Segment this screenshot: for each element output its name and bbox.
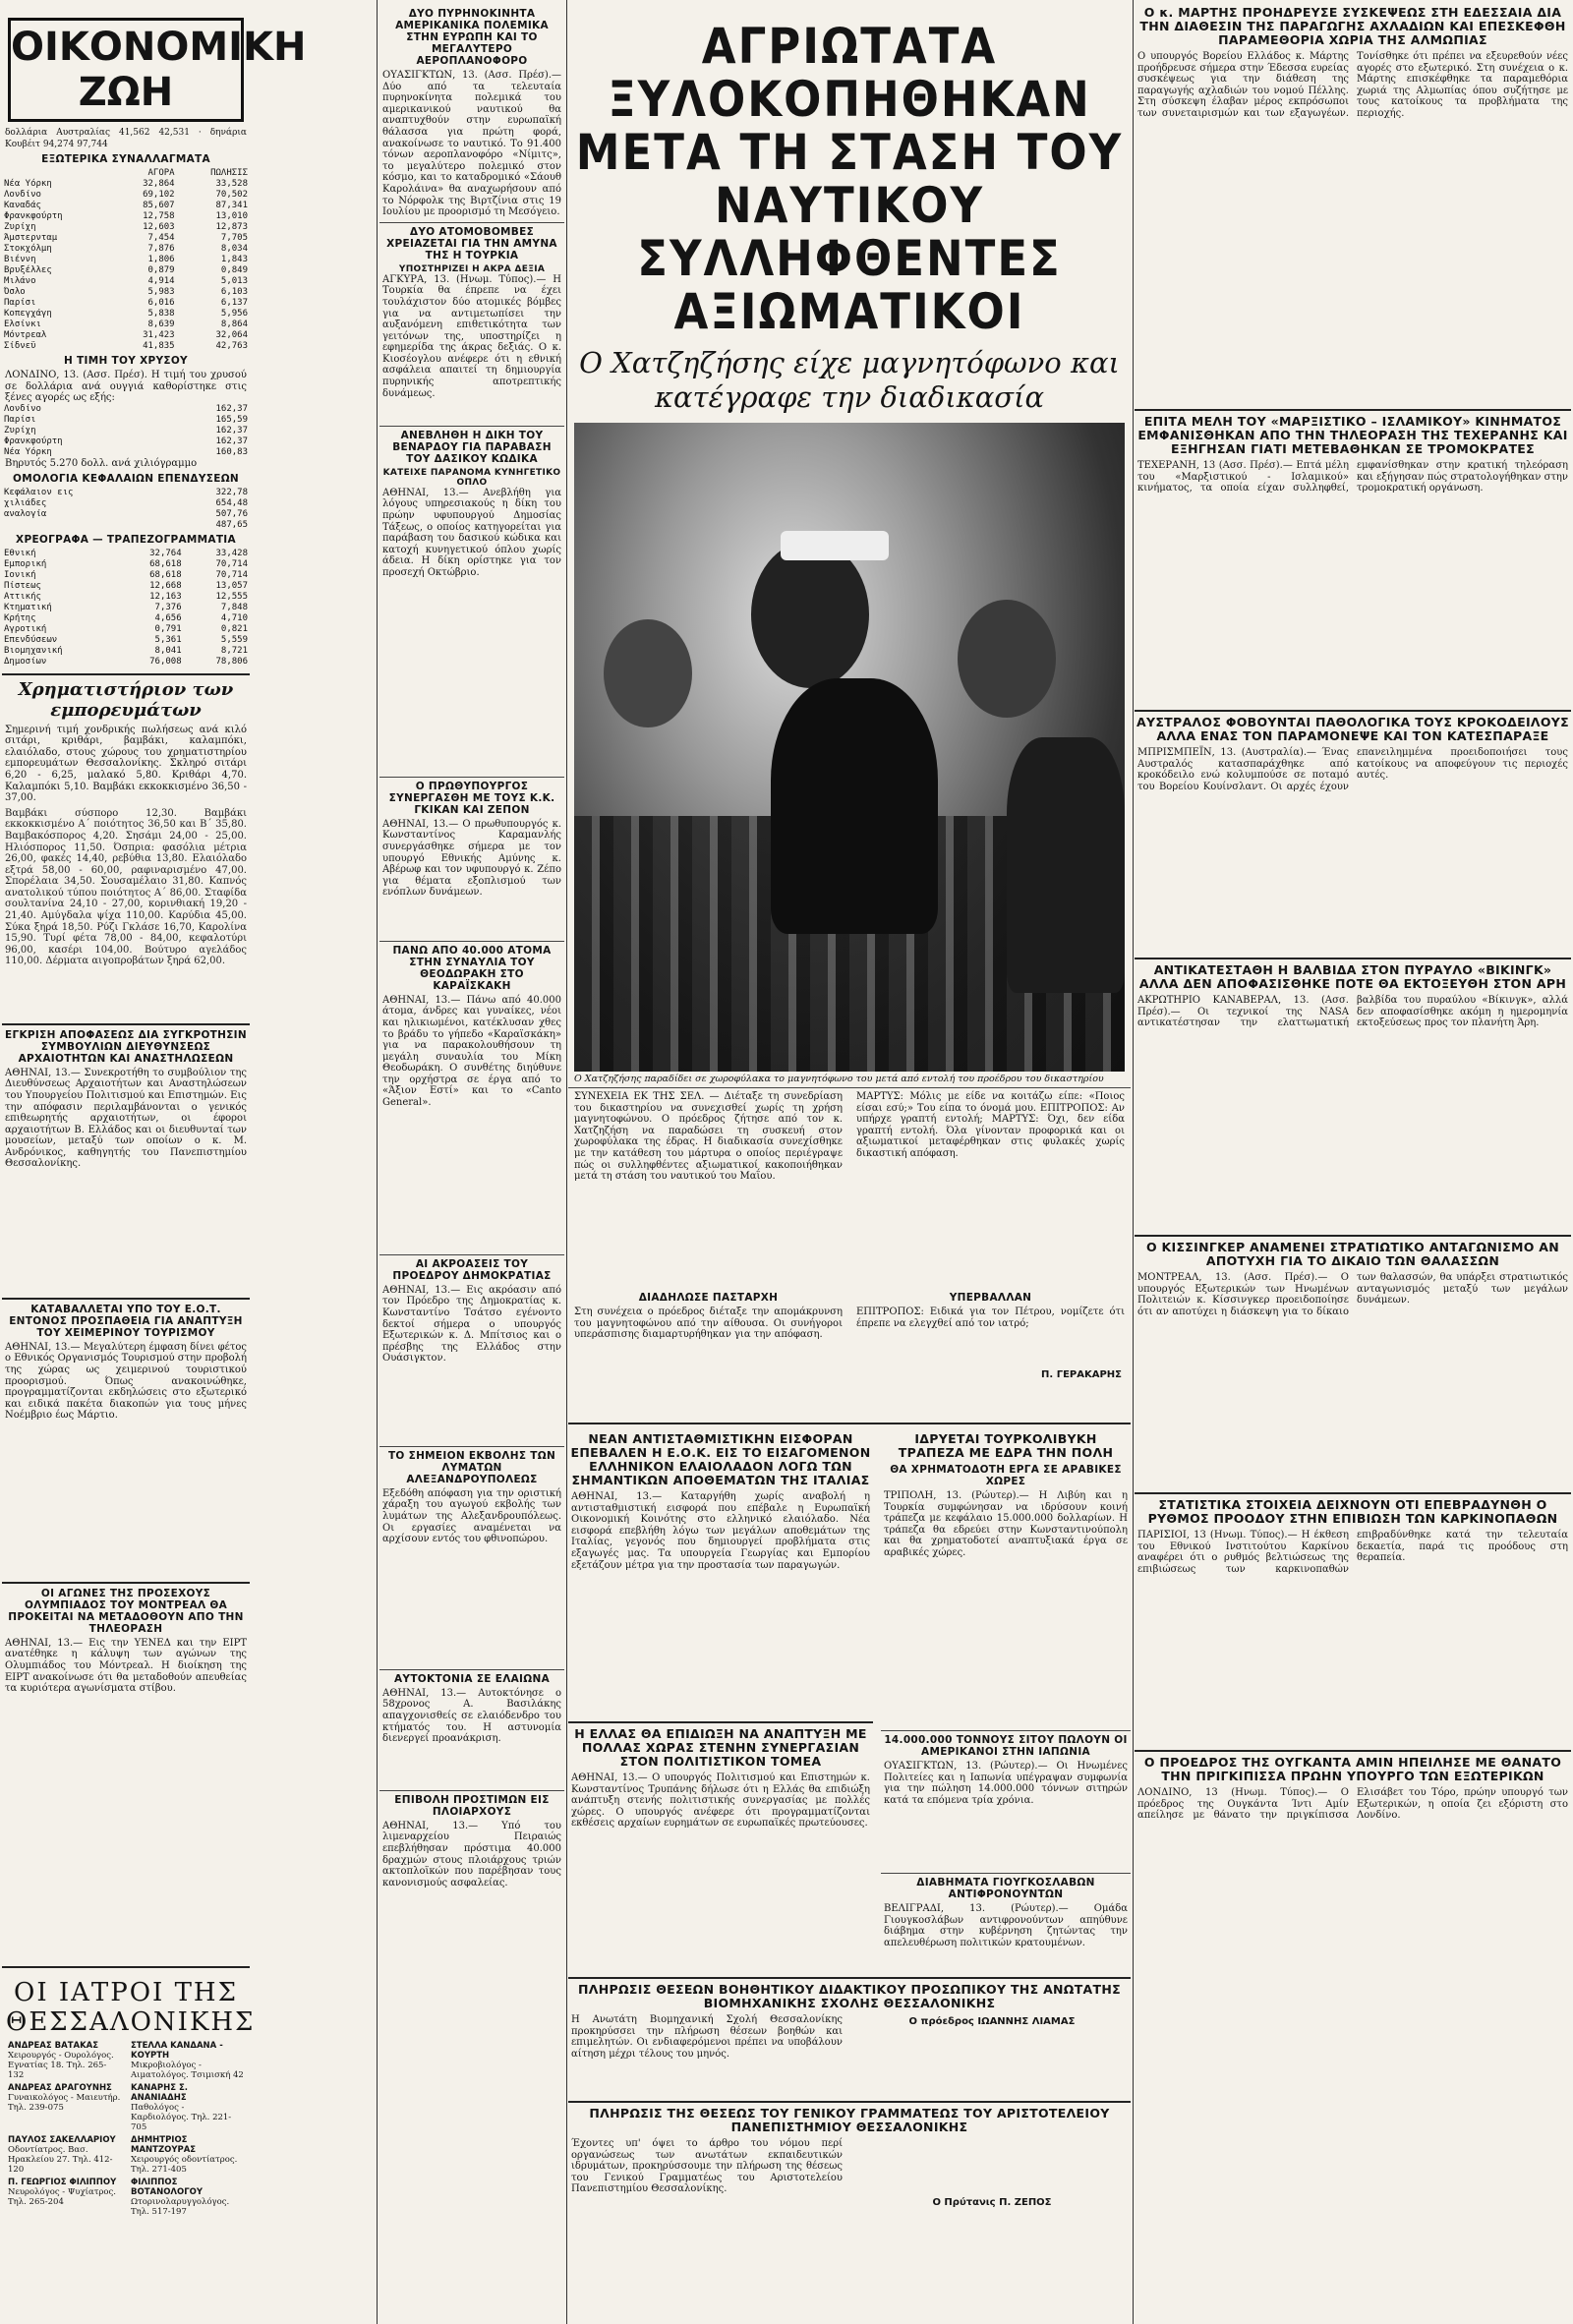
main-subheadline: Ο Χατζηζήσης είχε μαγνητόφωνο και κατέγραφε την διαδικασία (579, 346, 1120, 414)
gold-heading: Η ΤΙΜΗ ΤΟΥ ΧΡΥΣΟΥ (64, 355, 188, 368)
lead-text-a2: Στη συνέχεια ο πρόεδρος διέταξε την απομάκρυνση του μαγνητοφώνου από την αίθουσα. Οι συνήγοροι υπεράσπισης διαμαρτυρήθηκαν για την απόφαση. (574, 1307, 843, 1341)
column-right (1135, 0, 1571, 2324)
univ-text: Έχοντες υπ' όψει το άρθρο του νόμου περί οργανώσεως των ανωτάτων εκπαιδευτικών ιδρυμάτων, προκηρύσσουμε την πλήρωση της θέσεως του Γενικού Γραμματέως του Αριστοτελείου Πανεπιστημίου Θεσσαλονίκης. (571, 2138, 843, 2195)
fx-row: Βρυξέλλες 0,879 0,849 (4, 265, 248, 276)
turk-bank-subheading: ΘΑ ΧΡΗΜΑΤΟΔΟΤΗ ΕΡΓΑ ΣΕ ΑΡΑΒΙΚΕΣ ΧΩΡΕΣ (890, 1464, 1122, 1487)
turk-bank-heading: ΙΔΡΥΕΤΑΙ ΤΟΥΡΚΟΛΙΒΥΚΗ ΤΡΑΠΕΖΑ ΜΕ ΕΔΡΑ ΤΗΝ ΠΟΛΗ (898, 1431, 1114, 1460)
pm-text: ΑΘΗΝΑΙ, 13.— Ο πρωθυπουργός κ. Κωνσταντίνος Καραμανλής συνεργάσθηκε σήμερα με τον υπουργό Εθνικής Αμύνης κ. Αβέρωφ και τον υφυπουργό κ. Ζέπο για θέματα εξοπλισμού των ενόπλων δυνάμεων. (382, 818, 561, 899)
lead-byline: Π. ΓΕΡΑΚΑΡΗΣ (1041, 1369, 1122, 1380)
main-story (568, 0, 1131, 2324)
doctors-heading: ΟΙ ΙΑΤΡΟΙ ΤΗΣ ΘΕΣΣΑΛΟΝΙΚΗΣ (6, 1977, 256, 2037)
univ-sign: Ο Πρύτανις Π. ΖΕΠΟΣ (932, 2197, 1052, 2208)
fines-text: ΑΘΗΝΑΙ, 13.— Υπό του λιμεναρχείου Πειραιώς επεβλήθησαν πρόστιμα 40.000 δραχμών στους πλοιάρχους τριών ακτοπλοϊκών που παρέβησαν τους κανονισμούς ασφαλείας. (382, 1820, 561, 1888)
doctor-desc: Παθολόγος - Καρδιολόγος. Τηλ. 221-705 (131, 2102, 232, 2132)
bond-row: αναλογία 507,76 (4, 508, 248, 519)
lead-text-b: ΜΑΡΤΥΣ: Μόλις με είδε να κοιτάζω είπε: «Ποιος είσαι εσύ;» Του είπα το όνομά μου. ΕΠΙΤΡΟΠΟΣ: Αν υπήρχε γραπτή εντολή; ΜΑΡΤΥΣ: Όχι, δεν είδα γραπτή εντολή. Όλα γίνονταν προφορικά και οι αξιωματικοί μεταφέρθηκαν στις φυλακές χωρίς δικαστική απόφαση. (856, 1091, 1125, 1159)
fx-row: Νέα Υόρκη 32,864 33,528 (4, 179, 248, 190)
lead-text-a: ΣΥΝΕΧΕΙΑ ΕΚ ΤΗΣ ΣΕΛ. — Διέταξε τη συνεδρίαση του δικαστηρίου να συνεχισθεί χωρίς τη χρήση μαγνητοφώνου. Ο πρόεδρος ζήτησε από τον κ. Χατζηζήση να παραδώσει τη συσκευή στον χωροφύλακα της έδρας. Η διαδικασία συνεχίσθηκε με την κατάθεση του μάρτυρα ο οποίος περιέγραψε πώς οι συλληφθέντες αξιωματικοί κακοποιήθηκαν μετά τη στάση του ναυτικού του Μαΐου. (574, 1091, 843, 1183)
doctor-desc: Γυναικολόγος - Μαιευτήρ. Τηλ. 239-075 (8, 2092, 121, 2113)
fx-row: Όσλο 5,983 6,103 (4, 287, 248, 298)
stocks-heading: ΧΡΕΟΓΡΑΦΑ — ΤΡΑΠΕΖΟΓΡΑΜΜΑΤΙΑ (16, 533, 236, 546)
doctor-desc: Χειρουργός - Ουρολόγος. Εγνατίας 18. Τηλ. 265-132 (8, 2050, 114, 2080)
cancer-heading: ΣΤΑΤΙΣΤΙΚΑ ΣΤΟΙΧΕΙΑ ΔΕΙΧΝΟΥΝ ΟΤΙ ΕΠΕΒΡΑΔΥΝΘΗ Ο ΡΥΘΜΟΣ ΠΡΟΟΔΟΥ ΣΤΗΝ ΕΠΙΒΙΩΣΗ ΤΩΝ ΚΑΡΚΙΝΟΠΑΘΩΝ (1147, 1497, 1558, 1526)
market-heading: Χρηματιστήριον των εμπορευμάτων (18, 678, 234, 721)
doctor-name: ΑΝΔΡΕΑΣ ΔΡΑΓΟΥΝΗΣ (8, 2082, 112, 2093)
nuclear-ships-heading: ΔΥΟ ΠΥΡΗΝΟΚΙΝΗΤΑ ΑΜΕΡΙΚΑΝΙΚΑ ΠΟΛΕΜΙΚΑ ΣΤΗΝ ΕΥΡΩΠΗ ΚΑΙ ΤΟ ΜΕΓΑΛΥΤΕΡΟ ΑΕΡΟΠΛΑΝΟΦΟΡΟ (395, 8, 549, 67)
kissinger-text: ΜΟΝΤΡΕΑΛ, 13. (Ασσ. Πρέσ).— Ο υπουργός Εξωτερικών των Ηνωμένων Πολιτειών κ. Κίσσινγκερ προειδοποίησε ότι αν αποτύχει η διάσκεψη για το δίκαιο των θαλασσών, θα υπάρξει στρατιωτικός ανταγωνισμός μεταξύ των μεγάλων δυνάμεων. (1137, 1272, 1568, 1317)
doctor-name: ΑΝΔΡΕΑΣ ΒΑΤΑΚΑΣ (8, 2040, 99, 2051)
suicide-heading: ΑΥΤΟΚΤΟΝΙΑ ΣΕ ΕΛΑΙΩΝΑ (394, 1672, 550, 1685)
olympics-text: ΑΘΗΝΑΙ, 13.— Εις την ΥΕΝΕΔ και την ΕΙΡΤ ανατέθηκε η κάλυψη των αγώνων της Ολυμπιάδος του Μόντρεαλ. Η διοίκηση της ΕΙΡΤ ανακοίνωσε ότι θα μεταδοθούν απευθείας τα κυριότερα αγωνίσματα στίβου. (5, 1637, 247, 1695)
bond-row: χιλιάδες 654,48 (4, 497, 248, 508)
doctor-desc: Ωτορινολαρυγγολόγος. Τηλ. 517-197 (131, 2196, 230, 2217)
fx-row: Κοπεγχάγη 5,838 5,956 (4, 309, 248, 320)
trial-heading: ΑΝΕΒΛΗΘΗ Η ΔΙΚΗ ΤΟΥ ΒΕΝΑΡΔΟΥ ΓΙΑ ΠΑΡΑΒΑΣΗ ΤΟΥ ΔΑΣΙΚΟΥ ΚΩΔΙΚΑ (392, 429, 552, 465)
doctor-desc: Νευρολόγος - Ψυχίατρος. Τηλ. 265-204 (8, 2186, 116, 2207)
president-heading: ΑΙ ΑΚΡΟΑΣΕΙΣ ΤΟΥ ΠΡΟΕΔΡΟΥ ΔΗΜΟΚΡΑΤΙΑΣ (392, 1257, 552, 1282)
section-title: ΟΙΚΟΝΟΜΙΚΗ ΖΩΗ (8, 18, 244, 122)
viking-heading: ΑΝΤΙΚΑΤΕΣΤΑΘΗ Η ΒΑΛΒΙΔΑ ΣΤΟΝ ΠΥΡΑΥΛΟ «ΒΙΚΙΝΓΚ» ΑΛΛΑ ΔΕΝ ΑΠΟΦΑΣΙΣΘΗΚΕ ΠΟΤΕ ΘΑ ΕΚΤΟΞΕΥΘΗ ΣΤΟΝ ΑΡΗ (1138, 962, 1567, 991)
gold-row: Φρανκφούρτη 162,37 (4, 436, 248, 446)
cancer-text: ΠΑΡΙΣΙΟΙ, 13 (Ηνωμ. Τύπος).— Η έκθεση του Εθνικού Ινστιτούτου Καρκίνου αναφέρει ότι ο ρυθμός βελτιώσεως της επιβιώσεως των καρκινοπαθών επιβραδύνθηκε κατά την τελευταία δεκαετία, παρά τις προόδους στη θεραπεία. (1137, 1530, 1568, 1575)
fx-row: Ζυρίχη 12,603 12,873 (4, 222, 248, 233)
eot-text: ΑΘΗΝΑΙ, 13.— Μεγαλύτερη έμφαση δίνει φέτος ο Εθνικός Οργανισμός Τουρισμού στην προβολή της χώρας ως χειμερινού τουριστικού προορισμού. Όπως ανακοινώθηκε, προγραμματίζονται εκδηλώσεις στο εξωτερικό και ειδικά πακέτα διακοπών για τους μήνες Νοέμβριο έως Μάρτιο. (5, 1341, 247, 1422)
gold-row: Ζυρίχη 162,37 (4, 425, 248, 436)
gold-row: Παρίσι 165,59 (4, 414, 248, 425)
column-briefs (379, 0, 564, 2324)
bond-row: 487,65 (215, 519, 248, 530)
trial-subheading: ΚΑΤΕΙΧΕ ΠΑΡΑΝΟΜΑ ΚΥΝΗΓΕΤΙΚΟ ΟΠΛΟ (382, 467, 561, 488)
main-photo-caption: Ο Χατζηζήσης παραδίδει σε χωροφύλακα το μαγνητόφωνο του μετά από εντολή του προέδρου του δικαστηρίου (574, 1074, 1104, 1084)
doctor-desc: Οδοντίατρος. Βασ. Ηρακλείου 27. Τηλ. 412-120 (8, 2144, 113, 2175)
market-text: Σημερινή τιμή χονδρικής πωλήσεως ανά κιλό σιτάρι, κριθάρι, βαμβάκι, καλαμπόκι, ελαιόλαδο, στους χώρους του χρηματιστηρίου εμπορευμάτων Θεσσαλονίκης. Σκληρό σιτάρι 6,20 - 6,25, μαλακό 5,80. Κριθάρι 4,70. Καλαμπόκι 5,10. Βαμβάκι εκκοκκισμένο 36,50 - 37,00. (5, 724, 247, 804)
fx-row: Μόντρεαλ 31,423 32,064 (4, 330, 248, 341)
gold-row: Νέα Υόρκη 160,83 (4, 446, 248, 457)
market-text-repeat: Βαμβάκι σύσπορο 12,30. Βαμβάκι εκκοκκισμένο Α΄ ποιότητος 36,50 και Β΄ 35,80. Βαμβακόσπορος 4,20. Σησάμι 24,00 - 25,00. Ηλιόσπορος 11,50. Όσπρια: φασόλια μέτρια 26,00, φακές 14,40, ρεβύθια 13,80. Ελαιόλαδο εξτρά 58,00 - 60,00, ραφιναρισμένο 47,00. Σπορέλαια 34,50. Σουσαμέλαιο 31,80. Καπνός ανατολικού τύπου ποιότητος Α΄ 86,00. Σταφίδα σουλτανίνα 24,10 - 27,00, κορινθιακή 19,20 - 21,40. Αμύγδαλα ψίχα 110,00. Καρύδια 45,00. Σύκα ξηρά 18,50. Ρύζι Γκλάσε 16,70, Καρολίνα 15,90. Τυρί φέτα 78,00 - 84,00, κεφαλοτύρι 96,00, κασέρι 104,00. Βούτυρο αγελάδος 110,00. Δέρματα αιγοπροβάτων ξηρά 62,00. (5, 807, 247, 967)
atom-bombs-text: ΑΓΚΥΡΑ, 13. (Ηνωμ. Τύπος).— Η Τουρκία θα έπρεπε να έχει τουλάχιστον δύο ατομικές βόμβες για να αντιμετωπίσει την αυξανόμενη επιθετικότητα των γειτόνων της, υποστηρίζει η εφημερίδα της άκρας δεξιάς. Ο κ. Κιοσέογλου ανέφερε ότι η εθνική ασφάλεια απαιτεί τη δημιουργία πυρηνικής αποτρεπτικής δυνάμεως. (382, 273, 561, 399)
main-photo (574, 423, 1125, 1072)
fx-row: Παρίσι 6,016 6,137 (4, 298, 248, 309)
suicide-text: ΑΘΗΝΑΙ, 13.— Αυτοκτόνησε ο 58χρονος Α. Βασιλάκης απαγχονισθείς σε ελαιόδενδρο του κτήματός του. Η αστυνομία διενεργεί προανάκριση. (382, 1687, 561, 1745)
eot-heading: ΚΑΤΑΒΑΛΛΕΤΑΙ ΥΠΟ ΤΟΥ Ε.Ο.Τ. ΕΝΤΟΝΟΣ ΠΡΟΣΠΑΘΕΙΑ ΓΙΑ ΑΝΑΠΤΥΞΗ ΤΟΥ ΧΕΙΜΕΡΙΝΟΥ ΤΟΥΡΙΣΜΟΥ (9, 1303, 243, 1339)
doctor-listing (131, 2041, 244, 2080)
fx-row: Βιέννη 1,806 1,843 (4, 255, 248, 265)
rates-intro: δολλάρια Αυστραλίας 41,562 42,531 · δηνάρια Κουβέιτ 94,274 97,744 (5, 128, 247, 149)
school-heading: ΠΛΗΡΩΣΙΣ ΘΕΣΕΩΝ ΒΟΗΘΗΤΙΚΟΥ ΔΙΔΑΚΤΙΚΟΥ ΠΡΟΣΩΠΙΚΟΥ ΤΗΣ ΑΝΩΤΑΤΗΣ ΒΙΟΜΗΧΑΝΙΚΗΣ ΣΧΟΛΗΣ ΘΕΣΣΑΛΟΝΙΚΗΣ (578, 1982, 1121, 2010)
martis-heading: Ο κ. ΜΑΡΤΗΣ ΠΡΟΗΔΡΕΥΣΕ ΣΥΣΚΕΨΕΩΣ ΣΤΗ ΕΔΕΣΣΑΙΑ ΔΙΑ ΤΗΝ ΔΙΑΘΕΣΙΝ ΤΗΣ ΠΑΡΑΓΩΓΗΣ ΑΧΛΑΔΙΩΝ ΚΑΙ ΕΠΕΣΚΕΦΘΗ ΠΑΡΑΜΕΘΟΡΙΑ ΧΩΡΙΑ ΤΗΣ ΑΛΜΩΠΙΑΣ (1139, 5, 1566, 47)
main-headline: ΑΓΡΙΩΤΑΤΑ ΞΥΛΟΚΟΠΗΘΗΚΑΝ ΜΕΤΑ ΤΗ ΣΤΑΣΗ ΤΟΥ ΝΑΥΤΙΚΟΥ ΣΥΛΛΗΦΘΕΝΤΕΣ ΑΞΙΩΜΑΤΙΚΟΙ (575, 18, 1124, 340)
turk-bank-text: ΤΡΙΠΟΛΗ, 13. (Ρώυτερ).— Η Λιβύη και η Τουρκία συμφώνησαν να ιδρύσουν κοινή τράπεζα με κεφάλαιο 15.000.000 δολλαρίων. Η τράπεζα θα εδρεύει στην Κωνσταντινούπολη και θα χρηματοδοτεί αναπτυξιακά έργα σε αραβικές χώρες. (884, 1490, 1128, 1558)
doctor-listing (131, 2178, 244, 2217)
fx-row: Στοκχόλμη 7,876 8,034 (4, 244, 248, 255)
stocks-table: Εθνική 32,764 33,428 Εμπορική 68,618 70,714 Ιονική 68,618 70,714 Πίστεως 12,668 13,057 Αττικής 12,163 12,555 Κτηματική 7,376 7,848 Κρήτης 4,656 4,710 Αγροτική 0,791 0,821 Επενδύσεων 5,361 5,559 Βιομηχανική 8,041 8,721 Δημοσίων 76,008 78,806 (4, 548, 248, 667)
pm-heading: Ο ΠΡΩΘΥΠΟΥΡΓΟΣ ΣΥΝΕΡΓΑΣΘΗ ΜΕ ΤΟΥΣ Κ.Κ. ΓΚΙΚΑΝ ΚΑΙ ΖΕΠΟΝ (388, 780, 555, 816)
doctor-desc: Μικροβιολόγος - Αιματολόγος. Τσιμισκή 42 (131, 2060, 244, 2080)
doctor-name: ΔΗΜΗΤΡΙΟΣ ΜΑΝΤΖΟΥΡΑΣ (131, 2134, 197, 2155)
doctor-name: ΦΙΛΙΠΠΟΣ ΒΟΤΑΝΟΛΟΓΟΥ (131, 2177, 204, 2197)
president-text: ΑΘΗΝΑΙ, 13.— Εις ακρόασιν από τον Πρόεδρο της Δημοκρατίας κ. Κωνσταντίνο Τσάτσο εγένοντο δεκτοί σήμερα ο υπουργός Εξωτερικών κ. Δ. Μπίτσιος και ο πρέσβης της Ελλάδος στην Ουάσιγκτον. (382, 1284, 561, 1365)
lead-subhead-a: ΔΙΑΔΗΛΩΣΕ ΠΑΣΤΑΡΧΗ (638, 1292, 779, 1304)
martis-text: Ο υπουργός Βορείου Ελλάδος κ. Μάρτης προήδρευσε σήμερα στην Έδεσσα ευρείας συσκέψεως για την διάθεση της παραγωγής αχλαδιών του νομού Πέλλης. Στη σύσκεψη έλαβαν μέρος εκπρόσωποι των συνεταιρισμών και των εξαγωγέων. Τονίσθηκε ότι πρέπει να εξευρεθούν νέες αγορές στο εξωτερικό. Στη συνέχεια ο κ. Μάρτης επισκέφθηκε τα παραμεθόρια χωριά της Αλμωπίας όπου συζήτησε με τους κατοίκους τα προβλήματα της περιοχής. (1137, 51, 1568, 119)
atom-bombs-heading: ΔΥΟ ΑΤΟΜΟΒΟΜΒΕΣ ΧΡΕΙΑΖΕΤΑΙ ΓΙΑ ΤΗΝ ΑΜΥΝΑ ΤΗΣ Η ΤΟΥΡΚΙΑ (386, 225, 557, 261)
gold-row: Λονδίνο 162,37 (4, 403, 248, 414)
fx-row: Καναδάς 85,607 87,341 (4, 201, 248, 211)
archaeo-heading: ΕΓΚΡΙΣΗ ΑΠΟΦΑΣΕΩΣ ΔΙΑ ΣΥΓΚΡΟΤΗΣΙΝ ΣΥΜΒΟΥΛΙΩΝ ΔΙΕΥΘΥΝΣΕΩΣ ΑΡΧΑΙΟΤΗΤΩΝ ΚΑΙ ΑΝΑΣΤΗΛΩΣΕΩΝ (5, 1028, 247, 1065)
bond-row: Κεφάλαιον εις 322,78 (4, 487, 248, 497)
olympics-heading: ΟΙ ΑΓΩΝΕΣ ΤΗΣ ΠΡΟΣΕΧΟΥΣ ΟΛΥΜΠΙΑΔΟΣ ΤΟΥ ΜΟΝΤΡΕΑΛ ΘΑ ΠΡΟΚΕΙΤΑΙ ΝΑ ΜΕΤΑΔΟΘΟΥΝ ΑΠΟ ΤΗΝ ΤΗΛΕΟΡΑΣΗ (8, 1587, 244, 1635)
fx-row: Σίδνεϋ 41,835 42,763 (4, 341, 248, 352)
dissidents-text: ΒΕΛΙΓΡΑΔΙ, 13. (Ρώυτερ).— Ομάδα Γιουγκοσλάβων αντιφρονούντων απηύθυνε διάβημα στην κυβέρνηση ζητώντας την απελευθέρωση πολιτικών κρατουμένων. (884, 1903, 1128, 1948)
doctor-name: ΚΑΝΑΡΗΣ Σ. ΑΝΑΝΙΑΔΗΣ (131, 2082, 189, 2103)
fx-row: Λονδίνο 69,102 70,502 (4, 190, 248, 201)
univ-heading: ΠΛΗΡΩΣΙΣ ΤΗΣ ΘΕΣΕΩΣ ΤΟΥ ΓΕΝΙΚΟΥ ΓΡΑΜΜΑΤΕΩΣ ΤΟΥ ΑΡΙΣΤΟΤΕΛΕΙΟΥ ΠΑΝΕΠΙΣΤΗΜΙΟΥ ΘΕΣΣΑΛΟΝΙΚΗΣ (589, 2106, 1110, 2134)
doctor-name: ΠΑΥΛΟΣ ΣΑΚΕΛΛΑΡΙΟΥ (8, 2134, 116, 2145)
culture-heading: Η ΕΛΛΑΣ ΘΑ ΕΠΙΔΙΩΞΗ ΝΑ ΑΝΑΠΤΥΞΗ ΜΕ ΠΟΛΛΑΣ ΧΩΡΑΣ ΣΤΕΝΗΝ ΣΥΝΕΡΓΑΣΙΑΝ ΣΤΟΝ ΠΟΛΙΤΙΣΤΙΚΟΝ ΤΟΜΕΑ (574, 1726, 867, 1769)
fx-heading: ΕΞΩΤΕΡΙΚΑ ΣΥΝΑΛΛΑΓΜΑΤΑ (41, 153, 210, 166)
doctor-listing (8, 2083, 121, 2132)
kissinger-heading: Ο ΚΙΣΣΙΝΓΚΕΡ ΑΝΑΜΕΝΕΙ ΣΤΡΑΤΙΩΤΙΚΟ ΑΝΤΑΓΩΝΙΣΜΟ ΑΝ ΑΠΟΤΥΧΗ ΓΙΑ ΤΟ ΔΙΚΑΙΟ ΤΩΝ ΘΑΛΑΣΣΩΝ (1145, 1240, 1560, 1268)
fx-table: ΑΓΟΡΑ ΠΩΛΗΣΙΣ Νέα Υόρκη 32,864 33,528 Λονδίνο 69,102 70,502 Καναδάς 85,607 87,341 Φρανκφούρτη 12,758 13,010 Ζυρίχη 12,603 12,873 Άμστερνταμ 7,454 7,705 Στοκχόλμη 7,876 8,034 Βιέννη 1,806 1,843 Βρυξέλλες 0,879 0,849 Μιλάνο 4,914 5,013 Όσλο 5,983 6,103 Παρίσι 6,016 6,137 Κοπεγχάγη 5,838 5,956 Ελσίνκι 8,639 8,864 Μόντρεαλ 31,423 32,064 Σίδνεϋ 41,835 42,763 (4, 168, 248, 352)
sewage-heading: ΤΟ ΣΗΜΕΙΟΝ ΕΚΒΟΛΗΣ ΤΩΝ ΛΥΜΑΤΩΝ ΑΛΕΞΑΝΔΡΟΥΠΟΛΕΩΣ (387, 1449, 556, 1485)
tehran-text: ΤΕΧΕΡΑΝΗ, 13 (Ασσ. Πρέσ).— Επτά μέλη του «Μαρξιστικού - Ισλαμικού» κινήματος, τα οποία είχαν συλληφθεί, εμφανίσθηκαν στην κρατική τηλεόραση και εξήγησαν πώς στρατολογήθηκαν στην τρομοκρατική οργάνωση. (1137, 460, 1568, 494)
fx-row: Ελσίνκι 8,639 8,864 (4, 320, 248, 330)
doctor-listing (8, 2135, 121, 2175)
gold-table (2, 404, 250, 458)
column-economy (2, 0, 307, 2324)
school-text: Η Ανωτάτη Βιομηχανική Σχολή Θεσσαλονίκης προκηρύσσει την πλήρωση θέσεων βοηθών και επιμελητών. Οι ενδιαφερόμενοι πρέπει να υποβάλουν αίτηση μέχρι τέλους του μηνός. (571, 2014, 843, 2060)
sewage-text: Εξεδόθη απόφαση για την οριστική χάραξη του αγωγού εκβολής των λυμάτων της Αλεξανδρουπόλεως. Οι εργασίες αναμένεται να αρχίσουν εντός του φθινοπώρου. (382, 1487, 561, 1545)
gold-note: Βηρυτός 5.270 δολλ. ανά χιλιόγραμμο (5, 457, 198, 469)
bonds-table (2, 488, 250, 531)
lead-subhead-b: ΥΠΕΡΒΑΛΛΑΝ (949, 1292, 1032, 1304)
fx-row: Άμστερνταμ 7,454 7,705 (4, 233, 248, 244)
concert-text: ΑΘΗΝΑΙ, 13.— Πάνω από 40.000 άτομα, άνδρες και γυναίκες, νέοι και ηλικιωμένοι, κατέκλυσαν χθες το βράδυ το γήπεδο «Καραϊσκάκη» για να παρακολουθήσουν τη μεγάλη συναυλία του Μίκη Θεοδωράκη. Ο συνθέτης διηύθυνε την ορχήστρα σε έργα από το «Άξιον Εστί» και το «Canto General». (382, 994, 561, 1109)
viking-text: ΑΚΡΩΤΗΡΙΟ ΚΑΝΑΒΕΡΑΛ, 13. (Ασσ. Πρέσ).— Οι τεχνικοί της NASA αντικατέστησαν την ελαττωματική βαλβίδα του πυραύλου «Βίκινγκ», αλλά δεν αποφασίσθηκε ακόμη η ημερομηνία εκτοξεύσεως προς τον πλανήτη Άρη. (1137, 995, 1568, 1029)
lead-text-b2: ΕΠΙΤΡΟΠΟΣ: Ειδικά για τον Πέτρου, νομίζετε ότι έπρεπε να ελεγχθεί από τον ιατρό; (856, 1307, 1125, 1329)
eec-heading: ΝΕΑΝ ΑΝΤΙΣΤΑΘΜΙΣΤΙΚΗΝ ΕΙΣΦΟΡΑΝ ΕΠΕΒΑΛΕΝ Η Ε.Ο.Κ. ΕΙΣ ΤΟ ΕΙΣΑΓΟΜΕΝΟΝ ΕΛΛΗΝΙΚΟΝ ΕΛΑΙΟΛΑΔΟΝ ΛΟΓΩ ΤΩΝ ΣΗΜΑΝΤΙΚΩΝ ΑΠΟΘΕΜΑΤΩΝ ΤΗΣ ΙΤΑΛΙΑΣ (570, 1431, 871, 1487)
croc-heading: ΑΥΣΤΡΑΛΟΣ ΦΟΒΟΥΝΤΑΙ ΠΑΘΟΛΟΓΙΚΑ ΤΟΥΣ ΚΡΟΚΟΔΕΙΛΟΥΣ ΑΛΛΑ ΕΝΑΣ ΤΟΝ ΠΑΡΑΜΟΝΕΨΕ ΚΑΙ ΤΟΝ ΚΑΤΕΣΠΑΡΑΞΕ (1136, 715, 1569, 743)
atom-bombs-subheading: ΥΠΟΣΤΗΡΙΖΕΙ Η ΑΚΡΑ ΔΕΞΙΑ (398, 263, 546, 274)
bonds-heading: ΟΜΟΛΟΓΙΑ ΚΕΦΑΛΑΙΩΝ ΕΠΕΝΔΥΣΕΩΝ (12, 472, 240, 485)
tehran-heading: ΕΠΙΤΑ ΜΕΛΗ ΤΟΥ «ΜΑΡΞΙΣΤΙΚΟ – ΙΣΛΑΜΙΚΟΥ» ΚΙΝΗΜΑΤΟΣ ΕΜΦΑΝΙΣΘΗΚΑΝ ΑΠΟ ΤΗΝ ΤΗΛΕΟΡΑΣΗ ΤΗΣ ΤΕΧΕΡΑΝΗΣ ΚΑΙ ΕΞΗΓΗΣΑΝ ΓΙΑΤΙ ΜΕΤΕΒΑΘΗΚΑΝ ΣΕ ΤΡΟΜΟΚΡΑΤΕΣ (1137, 414, 1568, 456)
concert-heading: ΠΑΝΩ ΑΠΟ 40.000 ΑΤΟΜΑ ΣΤΗΝ ΣΥΝΑΥΛΙΑ ΤΟΥ ΘΕΟΔΩΡΑΚΗ ΣΤΟ ΚΑΡΑΪΣΚΑΚΗ (392, 944, 552, 992)
gold-text: ΛΟΝΔΙΝΟ, 13. (Ασσ. Πρέσ). Η τιμή του χρυσού σε δολλάρια ανά ουγγιά καθορίστηκε στις ξένες αγορές ως εξής: (5, 370, 247, 404)
eec-text: ΑΘΗΝΑΙ, 13.— Καταργήθη χωρίς αναβολή η αντισταθμιστική εισφορά που επέβαλε η Ευρωπαϊκή Οικονομική Κοινότης στο ελληνικό ελαιόλαδο. Νέα εισφορά επεβλήθη λόγω των μεγάλων αποθεμάτων της Ιταλίας, γεγονός που δημιουργεί προβλήματα στις εξαγωγές μας. Τα υπουργεία Γεωργίας και Εμπορίου εξετάζουν μέτρα για την προστασία των παραγωγών. (571, 1491, 870, 1571)
doctor-name: ΣΤΕΛΛΑ ΚΑΝΔΑΝΑ - ΚΟΥΡΤΗ (131, 2040, 223, 2061)
archaeo-text: ΑΘΗΝΑΙ, 13.— Συνεκροτήθη το συμβούλιον της Διευθύνσεως Αρχαιοτήτων και Αναστηλώσεων του Υπουργείου Πολιτισμού και Επιστημών. Εις την απόφασιν περιλαμβάνονται ο γενικός επιθεωρητής αρχαιοτήτων, οι έφοροι αρχαιοτήτων Β. Ελλάδος και οι διευθυνταί των μουσείων, μεταξύ των οποίων ο κ. Μ. Ανδρόνικος, καθηγητής του Πανεπιστημίου Θεσσαλονίκης. (5, 1067, 247, 1170)
dissidents-heading: ΔΙΑΒΗΜΑΤΑ ΓΙΟΥΓΚΟΣΛΑΒΩΝ ΑΝΤΙΦΡΟΝΟΥΝΤΩΝ (916, 1877, 1095, 1900)
doctor-listing (8, 2041, 121, 2080)
fx-row: Φρανκφούρτη 12,758 13,010 (4, 211, 248, 222)
school-sign: Ο πρόεδρος ΙΩΑΝΝΗΣ ΛΙΑΜΑΣ (908, 2016, 1076, 2027)
doctor-desc: Χειρουργός οδοντίατρος. Τηλ. 271-405 (131, 2154, 238, 2175)
fx-section (2, 153, 250, 469)
trial-text: ΑΘΗΝΑΙ, 13.— Ανεβλήθη για λόγους υπηρεσιακούς η δίκη του πρώην υφυπουργού Δημοσίας Τάξεως, ο οποίος κατηγορείται για παράβαση του δασικού κώδικα και κατοχή κυνηγετικού όπλου χωρίς άδεια. Η δίκη ορίστηκε για τον προσεχή Οκτώβριο. (382, 487, 561, 578)
amin-text: ΛΟΝΔΙΝΟ, 13 (Ηνωμ. Τύπος).— Ο πρόεδρος της Ουγκάντα Ίντι Αμίν απείλησε με θάνατο την πριγκίπισσα Ελισάβετ του Τόρο, πρώην υπουργό των Εξωτερικών, η οποία ζει εξόριστη στο Λονδίνο. (1137, 1787, 1568, 1822)
fx-row: Μιλάνο 4,914 5,013 (4, 276, 248, 287)
doctor-name: Π. ΓΕΩΡΓΙΟΣ ΦΙΛΙΠΠΟΥ (8, 2177, 117, 2187)
fines-heading: ΕΠΙΒΟΛΗ ΠΡΟΣΤΙΜΩΝ ΕΙΣ ΠΛΟΙΑΡΧΟΥΣ (394, 1793, 550, 1818)
doctor-listing (131, 2135, 244, 2175)
amin-heading: Ο ΠΡΟΕΔΡΟΣ ΤΗΣ ΟΥΓΚΑΝΤΑ ΑΜΙΝ ΗΠΕΙΛΗΣΕ ΜΕ ΘΑΝΑΤΟ ΤΗΝ ΠΡΙΓΚΙΠΙΣΣΑ ΠΡΩΗΝ ΥΠΟΥΡΓΟ ΤΩΝ ΕΞΩΤΕΡΙΚΩΝ (1143, 1755, 1562, 1783)
doctor-listing (131, 2083, 244, 2132)
japan-wheat-text: ΟΥΑΣΙΓΚΤΩΝ, 13. (Ρώυτερ).— Οι Ηνωμένες Πολιτείες και η Ιαπωνία υπέγραψαν συμφωνία για την πώληση 14.000.000 τόννων σιτηρών κατά τα επόμενα τρία χρόνια. (884, 1761, 1128, 1806)
doctors-directory (8, 2041, 244, 2217)
doctor-listing (8, 2178, 121, 2217)
japan-wheat-heading: 14.000.000 ΤΟΝΝΟΥΣ ΣΙΤΟΥ ΠΩΛΟΥΝ ΟΙ ΑΜΕΡΙΚΑΝΟΙ ΣΤΗΝ ΙΑΠΩΝΙΑ (884, 1734, 1128, 1758)
croc-text: ΜΠΡΙΣΜΠΕΪΝ, 13. (Αυστραλία).— Ένας Αυστραλός κατασπαράχθηκε από κροκόδειλο ενώ κολυμπούσε σε ποταμό του Βορείου Κουίνσλαντ. Οι αρχές έχουν επανειλημμένα προειδοποιήσει τους κατοίκους να αποφεύγουν τις περιοχές αυτές. (1137, 747, 1568, 792)
culture-text: ΑΘΗΝΑΙ, 13.— Ο υπουργός Πολιτισμού και Επιστημών κ. Κωνσταντίνος Τρυπάνης δήλωσε ότι η Ελλάς θα επιδιώξη ανάπτυξη στενής πολιτιστικής συνεργασίας με πολλές χώρες. Ο υπουργός ανέφερε ότι προγραμματίζονται εκθέσεις αρχαίων ευρημάτων σε ευρωπαϊκές πρωτεύουσες. (571, 1772, 870, 1830)
nuclear-ships-text: ΟΥΑΣΙΓΚΤΩΝ, 13. (Ασσ. Πρέσ).— Δύο από τα τελευταία πυρηνοκίνητα πολεμικά του αμερικανικού ναυτικού θα αναπτυχθούν στην ευρωπαϊκή θάλασσα για πρώτη φορά, ανακοίνωσε το ναυτικό. Το 91.400 τόνων αεροπλανοφόρο «Νίμιτς», το μεγαλύτερο πολεμικό στον κόσμο, και το καταδρομικό «Σάουθ Καρολάινα» θα αναχωρήσουν από το Νόρφολκ της Βιρτζίνια στις 19 Ιουλίου με προορισμό τη Μεσόγειο. (382, 70, 561, 218)
